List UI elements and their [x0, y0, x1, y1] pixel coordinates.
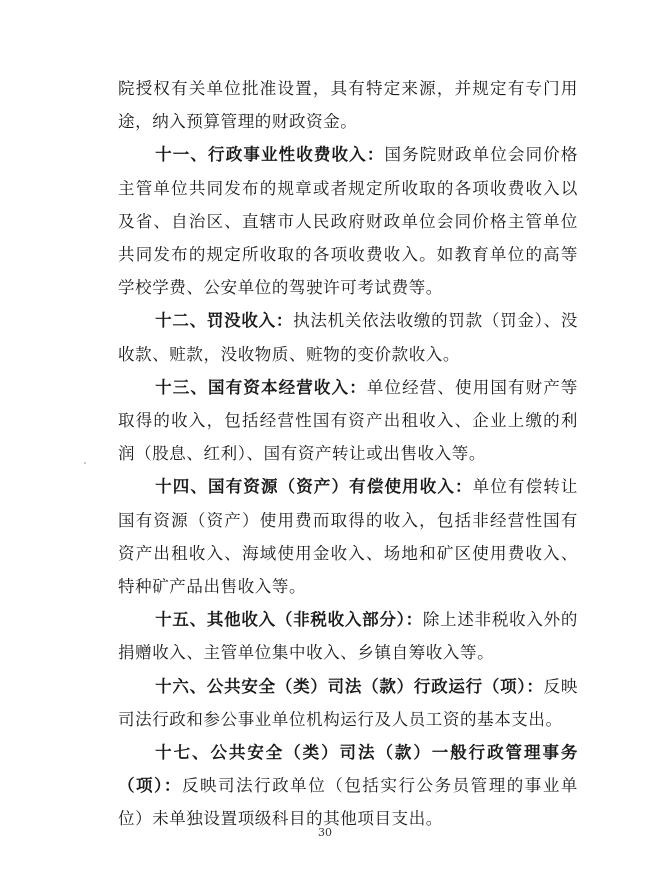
paragraph-body: 单位有偿转让国有资源（资产）使用费而取得的收入，包括非经营性国有资产出租收入、海域使用金收入、场地和矿区使用费收入、特种矿产品出售收入等。 [118, 477, 578, 597]
paragraph-body: 执法机关依法收缴的罚款（罚金）、没收款、赃款，没收物质、赃物的变价款收入。 [118, 311, 578, 364]
paragraph-body: 国务院财政单位会同价格主管单位共同发布的规章或者规定所收取的各项收费收入以及省、自治区、直辖市人民政府财政单位会同价格主管单位共同发布的规定所收取的各项收费收入。如教育单位的高等学校学费、公安单位的驾驶许可考试费等。 [118, 145, 578, 298]
paragraph-heading: 十七、公共安全（类）司法（款）一般行政管理事务（项）： [118, 743, 578, 796]
paragraph-body: 除上述非税收入外的捐赠收入、主管单位集中收入、乡镇自筹收入等。 [118, 610, 578, 663]
paragraph-continuation [118, 72, 578, 138]
scan-speck [84, 462, 86, 464]
paragraph-body: 院授权有关单位批准设置，具有特定来源，并规定有专门用途，纳入预算管理的财政资金。 [118, 79, 578, 132]
paragraph-15-other-income [118, 603, 578, 669]
paragraph-14-state-resources-income [118, 470, 578, 603]
paragraph-16-judicial-operation [118, 670, 578, 736]
document-body [118, 72, 578, 836]
paragraph-13-state-capital-income [118, 371, 578, 471]
paragraph-heading: 十四、国有资源（资产）有偿使用收入： [155, 477, 473, 497]
paragraph-heading: 十一、行政事业性收费收入： [155, 145, 385, 165]
paragraph-heading: 十六、公共安全（类）司法（款）行政运行（项）： [155, 676, 544, 696]
paragraph-12-fines-confiscations [118, 304, 578, 370]
paragraph-heading: 十二、罚没收入： [155, 311, 294, 331]
paragraph-heading: 十五、其他收入（非税收入部分）： [155, 610, 423, 630]
paragraph-body: 单位经营、使用国有财产等取得的收入，包括经营性国有资产出租收入、企业上缴的利润（股息、红利）、国有资产转让或出售收入等。 [118, 377, 579, 464]
paragraph-body: 反映司法行政单位（包括实行公务员管理的事业单位）未单独设置项级科目的其他项目支出。 [118, 776, 578, 829]
paragraph-body: 反映司法行政和参公事业单位机构运行及人员工资的基本支出。 [118, 676, 578, 729]
paragraph-17-general-administration [118, 736, 578, 836]
page-number: 30 [318, 826, 332, 839]
paragraph-11-administrative-fees [118, 138, 578, 304]
paragraph-heading: 十三、国有资本经营收入： [155, 377, 367, 397]
